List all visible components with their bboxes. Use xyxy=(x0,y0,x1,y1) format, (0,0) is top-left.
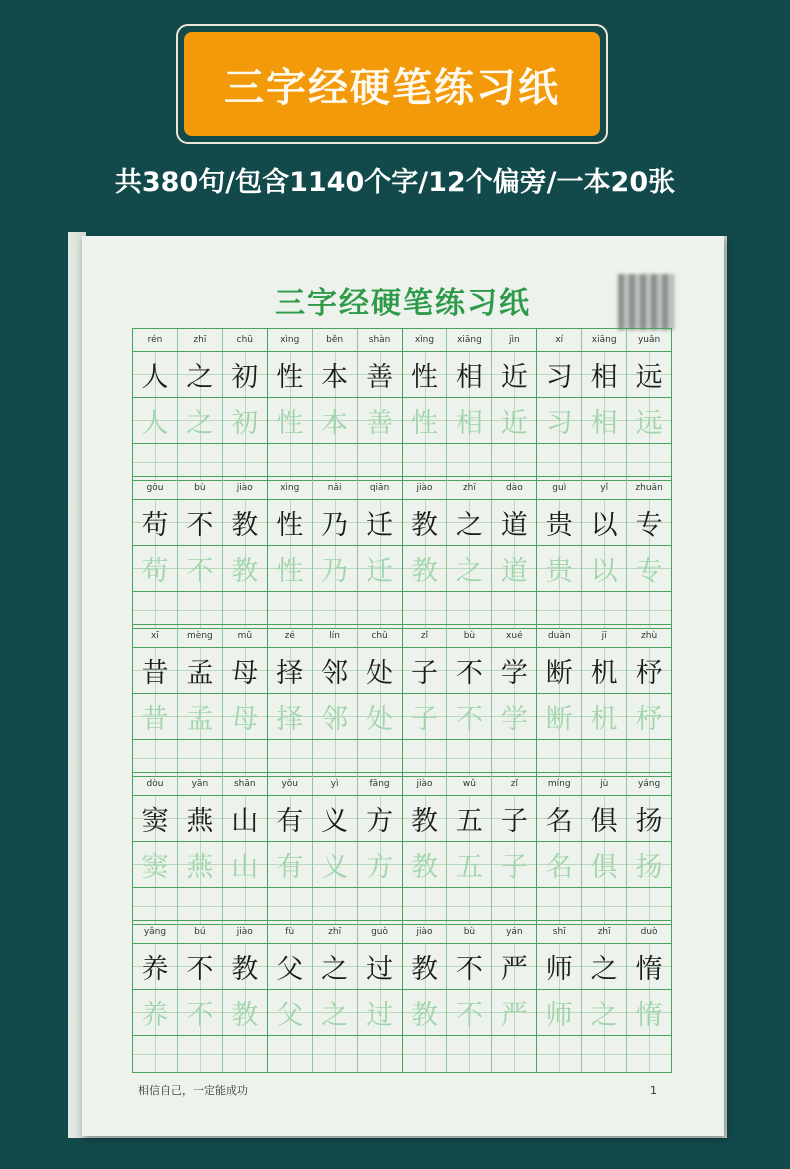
pinyin-label: yáng xyxy=(627,773,672,795)
blank-practice-cell[interactable] xyxy=(133,592,178,628)
pinyin-label: zé xyxy=(268,625,313,647)
pinyin-label: mèng xyxy=(178,625,223,647)
model-character: 之 xyxy=(178,352,223,397)
trace-character[interactable]: 相 xyxy=(447,398,492,443)
pinyin-label: chǔ xyxy=(358,625,403,647)
trace-character[interactable]: 教 xyxy=(223,546,268,591)
blank-practice-cell[interactable] xyxy=(223,740,268,776)
model-character: 子 xyxy=(403,648,448,693)
model-character: 初 xyxy=(223,352,268,397)
model-character: 不 xyxy=(447,648,492,693)
trace-char-row xyxy=(132,693,672,739)
model-character: 专 xyxy=(627,500,672,545)
pinyin-label: lín xyxy=(313,625,358,647)
model-character: 不 xyxy=(178,500,223,545)
model-character: 孟 xyxy=(178,648,223,693)
model-character: 山 xyxy=(223,796,268,841)
pinyin-label: zhī xyxy=(582,921,627,943)
blank-practice-cell[interactable] xyxy=(178,1036,223,1072)
pinyin-label: bù xyxy=(447,625,492,647)
trace-character[interactable]: 习 xyxy=(537,398,582,443)
blank-practice-cell[interactable] xyxy=(627,1036,672,1072)
pinyin-label: chū xyxy=(223,329,268,351)
trace-character[interactable]: 本 xyxy=(313,398,358,443)
pinyin-row xyxy=(132,772,672,795)
sheet-title: 三字经硬笔练习纸 xyxy=(275,286,531,321)
model-char-row xyxy=(132,943,672,989)
trace-character[interactable]: 教 xyxy=(403,842,448,887)
pinyin-label: jiào xyxy=(403,921,448,943)
pinyin-label: gǒu xyxy=(133,477,178,499)
trace-character[interactable]: 以 xyxy=(582,546,627,591)
trace-character[interactable]: 方 xyxy=(358,842,403,887)
trace-character[interactable]: 贵 xyxy=(537,546,582,591)
pinyin-label: zhī xyxy=(447,477,492,499)
footer-motto: 相信自己，一定能成功 xyxy=(138,1084,248,1097)
blank-practice-cell[interactable] xyxy=(582,592,627,628)
product-subtitle: 共380句/包含1140个字/12个偏旁/一本20张 xyxy=(114,167,676,198)
model-character: 性 xyxy=(403,352,448,397)
trace-character[interactable]: 母 xyxy=(223,694,268,739)
pinyin-label: zǐ xyxy=(492,773,537,795)
model-character: 本 xyxy=(313,352,358,397)
model-character: 教 xyxy=(223,500,268,545)
practice-sheet xyxy=(82,236,724,1136)
model-character: 父 xyxy=(268,944,313,989)
model-character: 苟 xyxy=(133,500,178,545)
blank-practice-cell[interactable] xyxy=(313,888,358,924)
blank-practice-cell[interactable] xyxy=(223,1036,268,1072)
model-character: 惰 xyxy=(627,944,672,989)
blank-practice-cell[interactable] xyxy=(313,592,358,628)
model-character: 杼 xyxy=(627,648,672,693)
trace-character[interactable]: 杼 xyxy=(627,694,672,739)
blank-practice-cell[interactable] xyxy=(358,1036,403,1072)
trace-character[interactable]: 燕 xyxy=(178,842,223,887)
trace-character[interactable]: 乃 xyxy=(313,546,358,591)
blank-practice-cell[interactable] xyxy=(403,740,448,776)
pinyin-row xyxy=(132,328,672,351)
banner-title: 三字经硬笔练习纸 xyxy=(224,64,560,111)
model-char-row xyxy=(132,351,672,397)
blank-practice-cell[interactable] xyxy=(582,740,627,776)
model-character: 机 xyxy=(582,648,627,693)
pinyin-label: shàn xyxy=(358,329,403,351)
blank-practice-cell[interactable] xyxy=(133,444,178,480)
trace-character[interactable]: 子 xyxy=(492,842,537,887)
pinyin-label: bù xyxy=(447,921,492,943)
pinyin-label: jiào xyxy=(403,477,448,499)
trace-character[interactable]: 义 xyxy=(313,842,358,887)
trace-character[interactable]: 子 xyxy=(403,694,448,739)
pinyin-label: nǎi xyxy=(313,477,358,499)
pinyin-label: duàn xyxy=(537,625,582,647)
blank-practice-cell[interactable] xyxy=(133,740,178,776)
title-banner xyxy=(184,32,600,136)
trace-character[interactable]: 之 xyxy=(447,546,492,591)
model-char-row xyxy=(132,795,672,841)
trace-character[interactable]: 苟 xyxy=(133,546,178,591)
trace-character[interactable]: 断 xyxy=(537,694,582,739)
blank-practice-cell[interactable] xyxy=(627,740,672,776)
pinyin-label: xiāng xyxy=(447,329,492,351)
trace-character[interactable]: 人 xyxy=(133,398,178,443)
blank-practice-cell[interactable] xyxy=(358,740,403,776)
pinyin-label: zǐ xyxy=(403,625,448,647)
model-character: 相 xyxy=(582,352,627,397)
trace-character[interactable]: 窦 xyxy=(133,842,178,887)
trace-character[interactable]: 养 xyxy=(133,990,178,1035)
blank-practice-cell[interactable] xyxy=(313,1036,358,1072)
pinyin-label: dào xyxy=(492,477,537,499)
model-character: 不 xyxy=(178,944,223,989)
blank-practice-cell[interactable] xyxy=(492,1036,537,1072)
blank-practice-cell[interactable] xyxy=(358,592,403,628)
pinyin-label: rén xyxy=(133,329,178,351)
trace-character[interactable]: 严 xyxy=(492,990,537,1035)
blank-practice-row xyxy=(132,1035,672,1073)
pinyin-label: xìng xyxy=(403,329,448,351)
blank-practice-cell[interactable] xyxy=(403,592,448,628)
model-character: 名 xyxy=(537,796,582,841)
pinyin-label: yán xyxy=(492,921,537,943)
blank-practice-cell[interactable] xyxy=(537,592,582,628)
blank-practice-cell[interactable] xyxy=(447,740,492,776)
pinyin-label: bú xyxy=(178,921,223,943)
pinyin-label: jù xyxy=(582,773,627,795)
model-character: 燕 xyxy=(178,796,223,841)
model-character: 处 xyxy=(358,648,403,693)
trace-character[interactable]: 机 xyxy=(582,694,627,739)
trace-character[interactable]: 五 xyxy=(447,842,492,887)
model-character: 贵 xyxy=(537,500,582,545)
model-character: 昔 xyxy=(133,648,178,693)
pinyin-label: jìn xyxy=(492,329,537,351)
trace-character[interactable]: 师 xyxy=(537,990,582,1035)
trace-character[interactable]: 教 xyxy=(403,990,448,1035)
blank-practice-cell[interactable] xyxy=(447,592,492,628)
trace-character[interactable]: 远 xyxy=(627,398,672,443)
model-character: 性 xyxy=(268,500,313,545)
pinyin-label: běn xyxy=(313,329,358,351)
model-character: 扬 xyxy=(627,796,672,841)
trace-char-row xyxy=(132,989,672,1035)
blank-practice-cell[interactable] xyxy=(268,888,313,924)
model-character: 教 xyxy=(403,796,448,841)
blank-practice-cell[interactable] xyxy=(492,888,537,924)
model-character: 乃 xyxy=(313,500,358,545)
trace-character[interactable]: 不 xyxy=(178,546,223,591)
blank-practice-cell[interactable] xyxy=(492,592,537,628)
blank-practice-cell[interactable] xyxy=(178,444,223,480)
model-character: 之 xyxy=(313,944,358,989)
pinyin-label: duò xyxy=(627,921,672,943)
trace-character[interactable]: 不 xyxy=(178,990,223,1035)
model-character: 过 xyxy=(358,944,403,989)
pinyin-label: xí xyxy=(537,329,582,351)
practice-block xyxy=(132,772,672,920)
pinyin-label: yǐ xyxy=(582,477,627,499)
blank-practice-cell[interactable] xyxy=(447,1036,492,1072)
trace-character[interactable]: 迁 xyxy=(358,546,403,591)
pinyin-label: bù xyxy=(178,477,223,499)
model-character: 择 xyxy=(268,648,313,693)
trace-character[interactable]: 道 xyxy=(492,546,537,591)
blank-practice-cell[interactable] xyxy=(133,1036,178,1072)
blank-practice-cell[interactable] xyxy=(537,1036,582,1072)
page-number: 1 xyxy=(650,1084,657,1097)
blank-practice-cell[interactable] xyxy=(627,444,672,480)
trace-character[interactable]: 山 xyxy=(223,842,268,887)
practice-block xyxy=(132,328,672,476)
blank-practice-cell[interactable] xyxy=(223,592,268,628)
blank-practice-cell[interactable] xyxy=(268,1036,313,1072)
model-character: 性 xyxy=(268,352,313,397)
model-character: 以 xyxy=(582,500,627,545)
model-character: 母 xyxy=(223,648,268,693)
blank-practice-cell[interactable] xyxy=(403,1036,448,1072)
model-char-row xyxy=(132,499,672,545)
blank-practice-cell[interactable] xyxy=(178,592,223,628)
pinyin-row xyxy=(132,624,672,647)
pinyin-label: xué xyxy=(492,625,537,647)
model-character: 迁 xyxy=(358,500,403,545)
blank-practice-cell[interactable] xyxy=(627,888,672,924)
blank-practice-cell[interactable] xyxy=(492,740,537,776)
model-character: 义 xyxy=(313,796,358,841)
model-character: 之 xyxy=(582,944,627,989)
pinyin-label: xī xyxy=(133,625,178,647)
pinyin-label: xìng xyxy=(268,477,313,499)
trace-character[interactable]: 父 xyxy=(268,990,313,1035)
pinyin-label: qiān xyxy=(358,477,403,499)
blank-practice-cell[interactable] xyxy=(178,740,223,776)
trace-character[interactable]: 俱 xyxy=(582,842,627,887)
trace-character[interactable]: 善 xyxy=(358,398,403,443)
model-character: 善 xyxy=(358,352,403,397)
pinyin-label: míng xyxy=(537,773,582,795)
trace-character[interactable]: 孟 xyxy=(178,694,223,739)
trace-character[interactable]: 初 xyxy=(223,398,268,443)
model-character: 邻 xyxy=(313,648,358,693)
trace-character[interactable]: 教 xyxy=(223,990,268,1035)
pinyin-row xyxy=(132,920,672,943)
model-character: 习 xyxy=(537,352,582,397)
pinyin-label: zhuān xyxy=(627,477,672,499)
model-character: 子 xyxy=(492,796,537,841)
blank-practice-cell[interactable] xyxy=(492,444,537,480)
trace-character[interactable]: 之 xyxy=(178,398,223,443)
model-character: 道 xyxy=(492,500,537,545)
blank-practice-cell[interactable] xyxy=(268,740,313,776)
model-character: 近 xyxy=(492,352,537,397)
model-character: 远 xyxy=(627,352,672,397)
pinyin-label: shān xyxy=(223,773,268,795)
pinyin-label: yān xyxy=(178,773,223,795)
pinyin-row xyxy=(132,476,672,499)
model-character: 教 xyxy=(223,944,268,989)
model-character: 断 xyxy=(537,648,582,693)
model-character: 相 xyxy=(447,352,492,397)
trace-character[interactable]: 教 xyxy=(403,546,448,591)
pinyin-label: yuǎn xyxy=(627,329,672,351)
model-character: 学 xyxy=(492,648,537,693)
model-char-row xyxy=(132,647,672,693)
trace-character[interactable]: 性 xyxy=(268,398,313,443)
model-character: 严 xyxy=(492,944,537,989)
blank-practice-cell[interactable] xyxy=(447,444,492,480)
trace-character[interactable]: 不 xyxy=(447,694,492,739)
pinyin-label: xiāng xyxy=(582,329,627,351)
model-character: 有 xyxy=(268,796,313,841)
blank-practice-cell[interactable] xyxy=(133,888,178,924)
trace-character[interactable]: 性 xyxy=(268,546,313,591)
pinyin-label: xìng xyxy=(268,329,313,351)
pinyin-label: yì xyxy=(313,773,358,795)
pinyin-label: guì xyxy=(537,477,582,499)
trace-char-row xyxy=(132,841,672,887)
practice-block xyxy=(132,624,672,772)
blank-practice-cell[interactable] xyxy=(268,592,313,628)
blank-practice-cell[interactable] xyxy=(537,888,582,924)
trace-character[interactable]: 处 xyxy=(358,694,403,739)
trace-character[interactable]: 名 xyxy=(537,842,582,887)
blank-practice-cell[interactable] xyxy=(537,444,582,480)
pinyin-label: yǎng xyxy=(133,921,178,943)
model-character: 人 xyxy=(133,352,178,397)
trace-character[interactable]: 之 xyxy=(582,990,627,1035)
blank-practice-cell[interactable] xyxy=(178,888,223,924)
pinyin-label: zhù xyxy=(627,625,672,647)
pinyin-label: fāng xyxy=(358,773,403,795)
blank-practice-cell[interactable] xyxy=(537,740,582,776)
trace-character[interactable]: 扬 xyxy=(627,842,672,887)
trace-character[interactable]: 之 xyxy=(313,990,358,1035)
trace-character[interactable]: 学 xyxy=(492,694,537,739)
trace-character[interactable]: 专 xyxy=(627,546,672,591)
blank-practice-cell[interactable] xyxy=(313,740,358,776)
pinyin-label: fù xyxy=(268,921,313,943)
model-character: 教 xyxy=(403,500,448,545)
blank-practice-cell[interactable] xyxy=(403,444,448,480)
blank-practice-cell[interactable] xyxy=(268,444,313,480)
pinyin-label: jiào xyxy=(223,477,268,499)
practice-block xyxy=(132,920,672,1068)
model-character: 之 xyxy=(447,500,492,545)
model-character: 方 xyxy=(358,796,403,841)
blank-practice-cell[interactable] xyxy=(313,444,358,480)
blank-practice-cell[interactable] xyxy=(582,888,627,924)
trace-char-row xyxy=(132,545,672,591)
model-character: 不 xyxy=(447,944,492,989)
pinyin-label: jiào xyxy=(403,773,448,795)
trace-character[interactable]: 过 xyxy=(358,990,403,1035)
blank-practice-cell[interactable] xyxy=(223,444,268,480)
practice-grid xyxy=(132,328,672,1068)
pinyin-label: dòu xyxy=(133,773,178,795)
model-character: 教 xyxy=(403,944,448,989)
pinyin-label: zhī xyxy=(313,921,358,943)
pinyin-label: jiào xyxy=(223,921,268,943)
trace-character[interactable]: 性 xyxy=(403,398,448,443)
blank-practice-cell[interactable] xyxy=(582,1036,627,1072)
trace-character[interactable]: 不 xyxy=(447,990,492,1035)
blank-practice-cell[interactable] xyxy=(223,888,268,924)
trace-character[interactable]: 择 xyxy=(268,694,313,739)
blank-practice-cell[interactable] xyxy=(358,888,403,924)
practice-block xyxy=(132,476,672,624)
trace-character[interactable]: 昔 xyxy=(133,694,178,739)
model-character: 窦 xyxy=(133,796,178,841)
trace-char-row xyxy=(132,397,672,443)
pinyin-label: yǒu xyxy=(268,773,313,795)
model-character: 养 xyxy=(133,944,178,989)
model-character: 五 xyxy=(447,796,492,841)
blank-practice-cell[interactable] xyxy=(582,444,627,480)
blank-practice-cell[interactable] xyxy=(627,592,672,628)
model-character: 师 xyxy=(537,944,582,989)
trace-character[interactable]: 惰 xyxy=(627,990,672,1035)
pinyin-label: shī xyxy=(537,921,582,943)
model-character: 俱 xyxy=(582,796,627,841)
pinyin-label: mǔ xyxy=(223,625,268,647)
pinyin-label: jī xyxy=(582,625,627,647)
pinyin-label: guò xyxy=(358,921,403,943)
pinyin-label: zhī xyxy=(178,329,223,351)
trace-character[interactable]: 邻 xyxy=(313,694,358,739)
blank-practice-cell[interactable] xyxy=(358,444,403,480)
trace-character[interactable]: 相 xyxy=(582,398,627,443)
qr-code-icon xyxy=(618,274,674,330)
blank-practice-cell[interactable] xyxy=(447,888,492,924)
trace-character[interactable]: 近 xyxy=(492,398,537,443)
blank-practice-cell[interactable] xyxy=(403,888,448,924)
trace-character[interactable]: 有 xyxy=(268,842,313,887)
pinyin-label: wǔ xyxy=(447,773,492,795)
